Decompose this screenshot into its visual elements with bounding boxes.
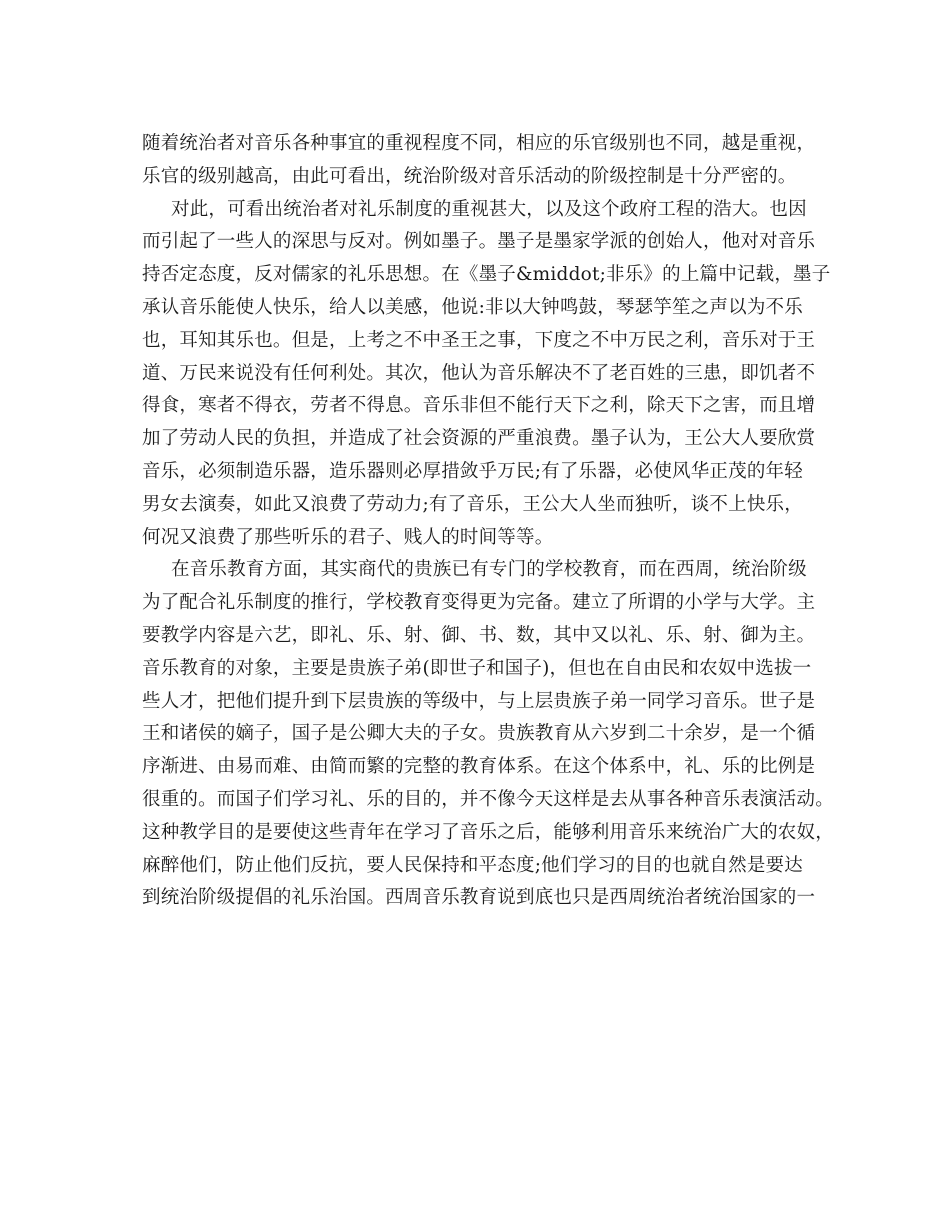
text-line: 麻醉他们，防止他们反抗，要人民保持和平态度;他们学习的目的也就自然是要达 [142, 854, 803, 876]
text-line: 而引起了一些人的深思与反对。例如墨子。墨子是墨家学派的创始人，他对对音乐 [142, 231, 816, 253]
text-line: 得食，寒者不得衣，劳者不得息。音乐非但不能行天下之利，除天下之害，而且增 [142, 395, 816, 417]
document-body [142, 128, 842, 915]
text-line: 也，耳知其乐也。但是，上考之不中圣王之事，下度之不中万民之利，音乐对于王 [142, 329, 816, 351]
text-line: 音乐，必须制造乐器，造乐器则必厚措敛乎万民;有了乐器，必使风华正茂的年轻 [142, 460, 803, 482]
text-line: 乐官的级别越高，由此可看出，统治阶级对音乐活动的阶级控制是十分严密的。 [142, 165, 797, 187]
text-line: 到统治阶级提倡的礼乐治国。西周音乐教育说到底也只是西周统治者统治国家的一 [142, 887, 816, 909]
text-line: 王和诸侯的嫡子，国子是公卿大夫的子女。贵族教育从六岁到二十余岁，是一个循 [142, 723, 816, 745]
text-line: 很重的。而国子们学习礼、乐的目的，并不像今天这样是去从事各种音乐表演活动。 [142, 788, 834, 810]
text-line: 何况又浪费了那些听乐的君子、贱人的时间等等。 [142, 526, 554, 548]
text-line: 道、万民来说没有任何利处。其次，他认为音乐解决不了老百姓的三患，即饥者不 [142, 362, 816, 384]
text-line: 对此，可看出统治者对礼乐制度的重视甚大，以及这个政府工程的浩大。也因 [171, 198, 807, 220]
text-line: 序渐进、由易而难、由简而繁的完整的教育体系。在这个体系中，礼、乐的比例是 [142, 756, 816, 778]
text-line: 持否定态度，反对儒家的礼乐思想。在《墨子&middot;非乐》的上篇中记载，墨子 [142, 264, 831, 286]
text-line: 男女去演奏，如此又浪费了劳动力;有了音乐，王公大人坐而独听，谈不上快乐， [142, 493, 803, 515]
text-line: 音乐教育的对象，主要是贵族子弟(即世子和国子)，但也在自由民和农奴中选拔一 [142, 657, 812, 679]
text-line: 些人才，把他们提升到下层贵族的等级中，与上层贵族子弟一同学习音乐。世子是 [142, 690, 816, 712]
text-line: 为了配合礼乐制度的推行，学校教育变得更为完备。建立了所谓的小学与大学。主 [142, 592, 816, 614]
text-line: 在音乐教育方面，其实商代的贵族已有专门的学校教育，而在西周，统治阶级 [171, 559, 807, 581]
text-line: 要教学内容是六艺，即礼、乐、射、御、书、数，其中又以礼、乐、射、御为主。 [142, 624, 816, 646]
text-line: 加了劳动人民的负担，并造成了社会资源的严重浪费。墨子认为，王公大人要欣赏 [142, 428, 816, 450]
text-line: 这种教学目的是要使这些青年在学习了音乐之后，能够利用音乐来统治广大的农奴， [142, 821, 834, 843]
text-line: 承认音乐能使人快乐，给人以美感，他说:非以大钟鸣鼓，琴瑟竽笙之声以为不乐 [142, 296, 803, 318]
text-line: 随着统治者对音乐各种事宜的重视程度不同，相应的乐官级别也不同，越是重视， [142, 133, 816, 154]
